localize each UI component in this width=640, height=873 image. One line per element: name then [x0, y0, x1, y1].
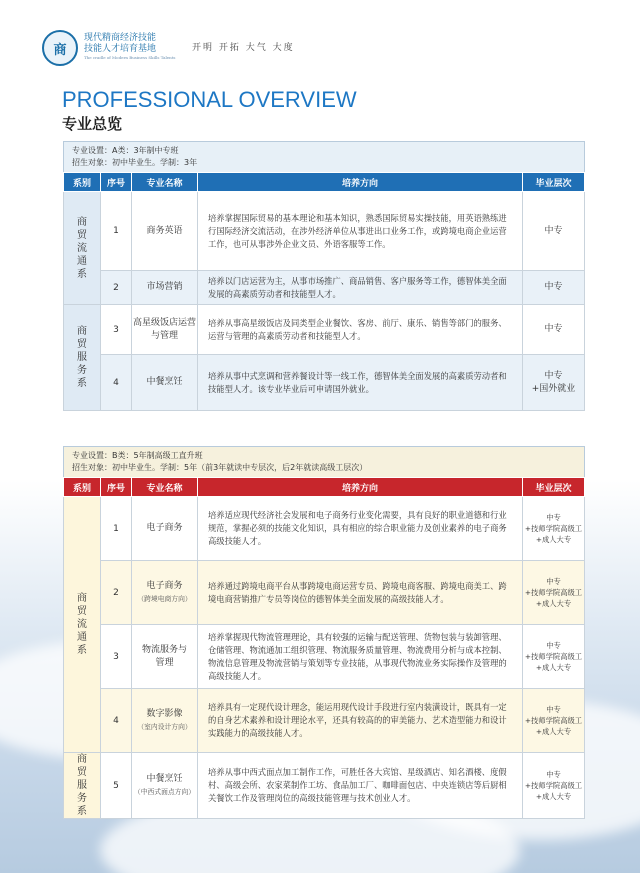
row-no: 4 — [101, 355, 132, 411]
row-level-line1: 中专 — [544, 370, 563, 381]
col-no: 序号 — [101, 173, 132, 192]
section-b-table — [63, 477, 585, 819]
row-name — [132, 689, 198, 753]
level-l1: 中专 — [546, 705, 561, 714]
row-level: 中专 — [523, 271, 585, 305]
row-name-main: 电子商务 — [146, 523, 183, 533]
row-direction: 培养以门店运营为主，从事市场推广、商品销售、客户服务等工作，德智体美全面发展的高素质劳动者和技能型人才。 — [198, 271, 523, 305]
row-level — [523, 689, 585, 753]
row-no: 4 — [101, 689, 132, 753]
row-level — [523, 561, 585, 625]
level-l1: 中专 — [546, 770, 561, 779]
row-direction: 培养通过跨境电商平台从事跨境电商运营专员、跨境电商客服、跨境电商美工、跨境电商营销推广专员等岗位的德智体美全面发展的高级技能人才。 — [198, 561, 523, 625]
level-l2: +技师学院高级工 — [524, 588, 583, 597]
row-direction: 培养掌握国际贸易的基本理论和基本知识，熟悉国际贸易实操技能，用英语熟练进行国际经济交流活动，在涉外经济单位从事进出口业务工作，或跨境电商企业运营工作，也可从事涉外企业文员、外语客服等工作。 — [198, 192, 523, 271]
row-no: 1 — [101, 192, 132, 271]
section-a-table — [63, 172, 585, 411]
row-direction: 培养具有一定现代设计理念，能运用现代设计手段进行室内装潢设计，既具有一定的自身艺术素养和设计理论水平，还具有较高的的审美能力、艺术造型能力和设计实践能力的高级技能人才。 — [198, 689, 523, 753]
row-name-main: 中餐烹饪 — [146, 773, 183, 784]
row-no: 1 — [101, 497, 132, 561]
level-l2: +技师学院高级工 — [524, 652, 583, 661]
dept-cell: 商贸服务系 — [64, 305, 101, 411]
school-name-en: The cradle of Modern Business Skills Talents — [84, 55, 176, 60]
row-direction: 培养从事高星级饭店及同类型企业餐饮、客房、前厅、康乐、销售等部门的服务、运营与管理的高素质劳动者和技能型人才。 — [198, 305, 523, 355]
level-l2: +技师学院高级工 — [524, 781, 583, 790]
school-name-line1: 现代精商经济技能 — [84, 33, 157, 43]
row-name — [132, 625, 198, 689]
row-direction: 培养掌握现代物流管理理论，具有较强的运输与配送管理、货物包装与装卸管理、仓储管理、物流通加工组织管理、物流服务质量管理、物流费用分析与成本控制、物流信息管理及物流营销与策划等专业技能，从事现代物流业务实际操作及管理的高级技能人才。 — [198, 625, 523, 689]
row-name-sub: （跨境电商方向） — [137, 594, 192, 603]
school-name — [84, 33, 175, 60]
level-l1: 中专 — [546, 577, 561, 586]
section-b — [63, 446, 585, 819]
row-name-main: 物流服务与管理 — [142, 644, 188, 668]
row-direction: 培养从事中西式面点加工制作工作，可胜任各大宾馆、星级酒店、知名酒楼、度假村、高级会所、农家菜制作工坊、食品加工厂、咖啡面包店、中央连锁店等后厨相关餐饮工作及管理岗位的高级技能管理与技术创业人才。 — [198, 753, 523, 819]
table-row — [64, 625, 585, 689]
level-l3: +成人大专 — [535, 663, 572, 672]
row-name-main: 数字影像 — [146, 708, 183, 719]
col-direction: 培养方向 — [198, 478, 523, 497]
page-title-cn: 专业总览 — [62, 115, 123, 133]
row-level-line2: +国外就业 — [531, 383, 576, 394]
level-l3: +成人大专 — [535, 599, 572, 608]
level-l2: +技师学院高级工 — [524, 524, 583, 533]
col-no: 序号 — [101, 478, 132, 497]
row-name-sub: （中西式面点方向） — [133, 787, 196, 796]
row-name: 市场营销 — [132, 271, 198, 305]
section-a-enroll: 招生对象：初中毕业生。学制：3年 — [72, 158, 198, 167]
col-direction: 培养方向 — [198, 173, 523, 192]
section-a-setting: 专业设置：A类：3年制中专班 — [72, 146, 179, 155]
dept-cell: 商贸流通系 — [64, 192, 101, 305]
row-level — [523, 355, 585, 411]
table-row — [64, 561, 585, 625]
page-header — [42, 30, 602, 70]
row-no: 3 — [101, 625, 132, 689]
level-l3: +成人大专 — [535, 535, 572, 544]
col-level: 毕业层次 — [523, 173, 585, 192]
col-name: 专业名称 — [132, 478, 198, 497]
row-no: 5 — [101, 753, 132, 819]
row-level — [523, 753, 585, 819]
row-direction: 培养从事中式烹调和营养餐设计等一线工作，德智体美全面发展的高素质劳动者和技能型人才。该专业毕业后可申请国外就业。 — [198, 355, 523, 411]
section-a — [63, 141, 585, 411]
row-level — [523, 497, 585, 561]
col-dept: 系别 — [64, 478, 101, 497]
section-b-enroll: 招生对象：初中毕业生。学制：5年（前3年就读中专层次，后2年就读高级工层次） — [72, 463, 368, 472]
dept-cell: 商贸服务系 — [64, 753, 101, 819]
row-name-main: 电子商务 — [146, 580, 183, 591]
section-b-setting: 专业设置：B类：5年制高级工直升班 — [72, 451, 203, 460]
page-title-en: PROFESSIONAL OVERVIEW — [62, 87, 357, 112]
dept-cell: 商贸流通系 — [64, 497, 101, 753]
section-a-info — [63, 141, 585, 172]
row-name: 高星级饭店运营与管理 — [132, 305, 198, 355]
col-level: 毕业层次 — [523, 478, 585, 497]
row-level: 中专 — [523, 192, 585, 271]
section-b-info — [63, 446, 585, 477]
level-l1: 中专 — [546, 513, 561, 522]
row-level: 中专 — [523, 305, 585, 355]
row-no: 2 — [101, 561, 132, 625]
school-logo: 商 — [42, 30, 78, 66]
level-l2: +技师学院高级工 — [524, 716, 583, 725]
table-row — [64, 689, 585, 753]
table-header-row — [64, 478, 585, 497]
col-name: 专业名称 — [132, 173, 198, 192]
table-row — [64, 497, 585, 561]
table-row — [64, 305, 585, 355]
table-row — [64, 271, 585, 305]
school-name-line2: 技能人才培育基地 — [84, 44, 157, 54]
table-row — [64, 192, 585, 271]
row-no: 2 — [101, 271, 132, 305]
row-name-sub: （室内设计方向） — [137, 722, 192, 731]
table-row — [64, 355, 585, 411]
row-name: 商务英语 — [132, 192, 198, 271]
row-name — [132, 561, 198, 625]
row-name: 中餐烹饪 — [132, 355, 198, 411]
col-dept: 系别 — [64, 173, 101, 192]
row-name — [132, 753, 198, 819]
table-row — [64, 753, 585, 819]
row-no: 3 — [101, 305, 132, 355]
level-l3: +成人大专 — [535, 792, 572, 801]
table-header-row — [64, 173, 585, 192]
row-level — [523, 625, 585, 689]
row-name — [132, 497, 198, 561]
row-direction: 培养适应现代经济社会发展和电子商务行业变化需要，具有良好的职业道德和行业规范，掌握必须的技能文化知识，具有相应的综合职业能力及创业素养的电子商务高级技能人才。 — [198, 497, 523, 561]
level-l1: 中专 — [546, 641, 561, 650]
school-motto: 开明 开拓 大气 大度 — [192, 43, 295, 53]
level-l3: +成人大专 — [535, 727, 572, 736]
